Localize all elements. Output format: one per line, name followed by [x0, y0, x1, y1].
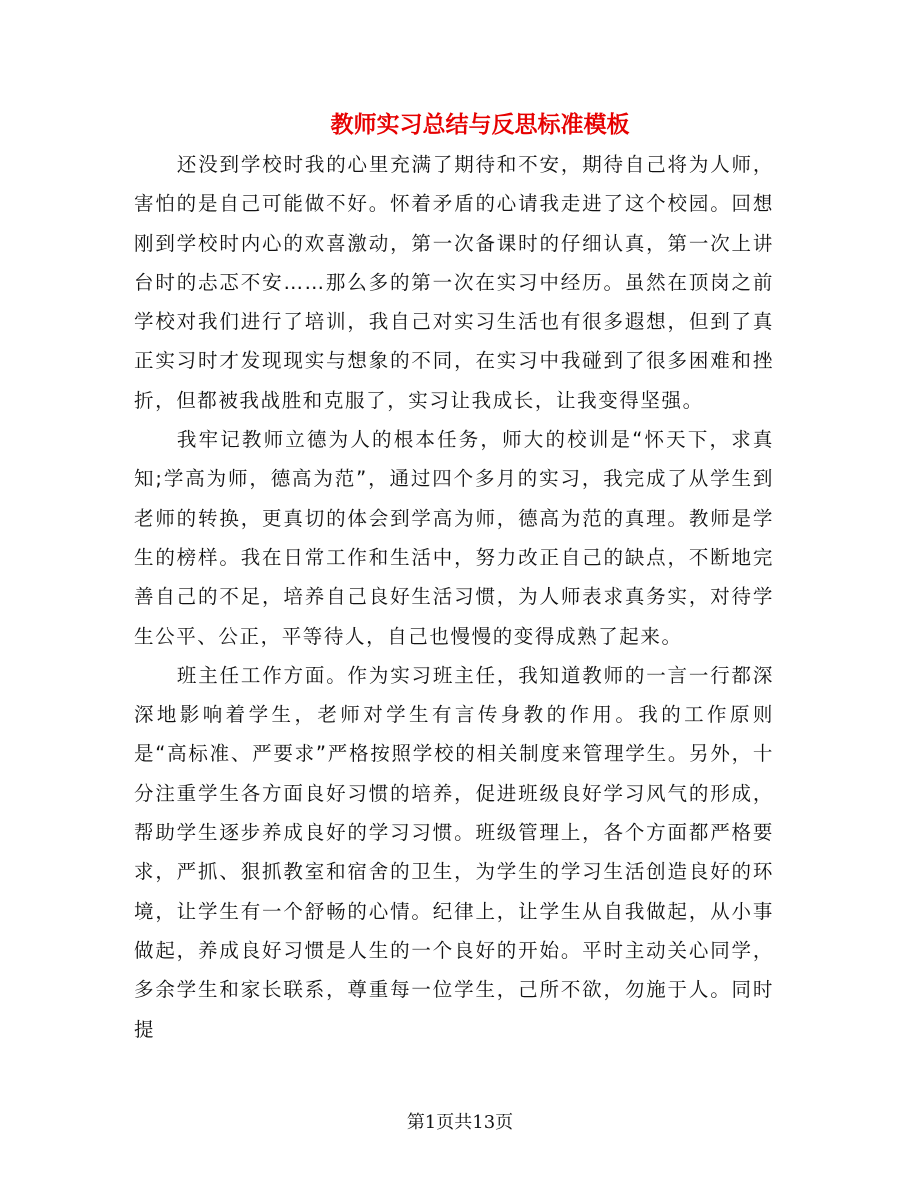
paragraph-1: 还没到学校时我的心里充满了期待和不安，期待自己将为人师，害怕的是自己可能做不好。怀着矛盾的心请我走进了这个校园。回想刚到学校时内心的欢喜激动，第一次备课时的仔细认真，第一次上讲台时的忐忑不安……那么多的第一次在实习中经历。虽然在顶岗之前学校对我们进行了培训，我自己对实习生活也有很多遐想，但到了真正实习时才发现现实与想象的不同，在实习中我碰到了很多困难和挫折，但都被我战胜和克服了，实习让我成长，让我变得坚强。: [134, 153, 774, 412]
paragraph-2: 我牢记教师立德为人的根本任务，师大的校训是“怀天下，求真知;学高为师，德高为范”，通过四个多月的实习，我完成了从学生到老师的转换，更真切的体会到学高为师，德高为范的真理。教师是学生的榜样。我在日常工作和生活中，努力改正自己的缺点，不断地完善自己的不足，培养自己良好生活习惯，为人师表求真务实，对待学生公平、公正，平等待人，自己也慢慢的变得成熟了起来。: [134, 428, 774, 648]
document-title: 教师实习总结与反思标准模板: [330, 112, 630, 138]
document-body: [134, 145, 774, 1049]
page-number-footer: 第1页共13页: [406, 1112, 514, 1133]
paragraph-3: 班主任工作方面。作为实习班主任，我知道教师的一言一行都深深地影响着学生，老师对学生有言传身教的作用。我的工作原则是“高标准、严要求”严格按照学校的相关制度来管理学生。另外，十分注重学生各方面良好习惯的培养，促进班级良好学习风气的形成，帮助学生逐步养成良好的学习习惯。班级管理上，各个方面都严格要求，严抓、狠抓教室和宿舍的卫生，为学生的学习生活创造良好的环境，让学生有一个舒畅的心情。纪律上，让学生从自我做起，从小事做起，养成良好习惯是人生的一个良好的开始。平时主动关心同学，多余学生和家长联系，尊重每一位学生，己所不欲，勿施于人。同时提: [134, 663, 774, 1041]
